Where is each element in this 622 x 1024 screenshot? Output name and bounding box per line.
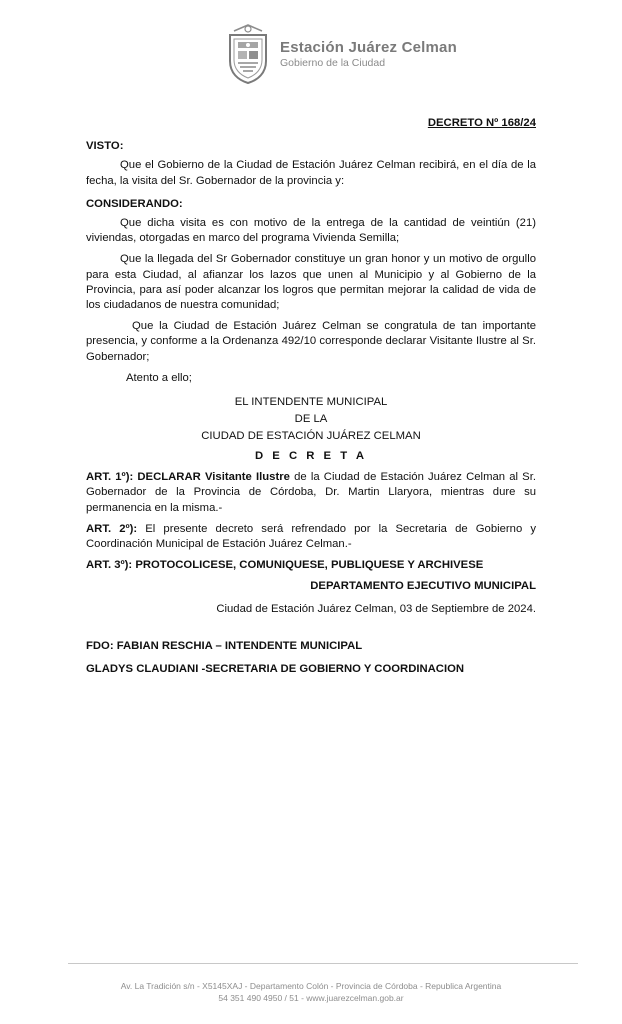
municipality-subtitle: Gobierno de la Ciudad [280, 56, 386, 69]
considerando-paragraph-1: Que dicha visita es con motivo de la entrega de la cantidad de veintiún (21) viviendas, otorgadas en marco del programa Vivienda Semilla; [86, 217, 536, 245]
article-1-text: de la Ciudad de Estación Juárez Celman al Sr. Gobernador de la Provincia de Córdoba, Dr. Martin Llaryora, mientras dure su permanencia en la misma.- [86, 471, 536, 514]
footer-contact: 54 351 490 4950 / 51 - www.juarezcelman.gob.ar [218, 993, 404, 1003]
footer [0, 980, 622, 1004]
considerando-paragraph-2: Que la llegada del Sr Gobernador constituye un gran honor y un motivo de orgullo para esta Ciudad, al afianzar los lazos que unen al Municipio y al Gobierno de la Provincia, para así poder alcanzar los logros que permitan mejorar la calidad de vida de los ciudadanos de nuestra comunidad; [86, 253, 536, 312]
atento-line: Atento a ello; [126, 371, 192, 384]
article-2-text: El presente decreto será refrendado por la Secretaria de Gobierno y Coordinación Municipal de Estación Juárez Celman.- [86, 522, 536, 551]
municipal-coat-of-arms-icon [224, 23, 272, 85]
department-name: DEPARTAMENTO EJECUTIVO MUNICIPAL [310, 580, 536, 593]
footer-divider [68, 963, 578, 964]
article-3: ART. 3º): PROTOCOLICESE, COMUNIQUESE, PUBLIQUESE Y ARCHIVESE [86, 559, 484, 572]
footer-address: Av. La Tradición s/n - X5145XAJ - Departamento Colón - Provincia de Córdoba - Republica Argentina [120, 981, 502, 991]
article-2 [86, 522, 536, 552]
article-2-label: ART. 2º): [86, 522, 138, 535]
considerando-paragraph-3: Que la Ciudad de Estación Juárez Celman se congratula de tan importante presencia, y conforme a la Ordenanza 492/10 corresponde declarar Visitante Ilustre al Sr. Gobernador; [86, 320, 536, 363]
article-1 [86, 470, 536, 516]
brand-block [280, 39, 457, 70]
article-1-label: ART. 1º): DECLARAR Visitante Ilustre [86, 471, 290, 484]
letterhead [224, 22, 457, 86]
visto-paragraph: Que el Gobierno de la Ciudad de Estación Juárez Celman recibirá, en el día de la fecha, la visita del Sr. Gobernador de la provincia y: [86, 159, 536, 187]
decree-number: DECRETO Nº 168/24 [427, 117, 536, 129]
authority-heading [86, 394, 536, 445]
visto-label: VISTO: [86, 140, 124, 153]
municipality-name: Estación Juárez Celman [280, 38, 457, 56]
city-and-date: Ciudad de Estación Juárez Celman, 03 de Septiembre de 2024. [216, 602, 536, 615]
authority-line-3: CIUDAD DE ESTACIÓN JUÁREZ CELMAN [201, 430, 421, 443]
decree-body [86, 110, 536, 677]
decreta-heading: D E C R E T A [254, 450, 368, 463]
authority-line-1: EL INTENDENTE MUNICIPAL [234, 396, 388, 409]
authority-line-2: DE LA [294, 413, 328, 426]
signature-secretary: GLADYS CLAUDIANI -SECRETARIA DE GOBIERNO Y COORDINACION [86, 663, 465, 676]
signature-mayor: FDO: FABIAN RESCHIA – INTENDENTE MUNICIPAL [86, 639, 363, 652]
considerando-label: CONSIDERANDO: [86, 197, 183, 210]
